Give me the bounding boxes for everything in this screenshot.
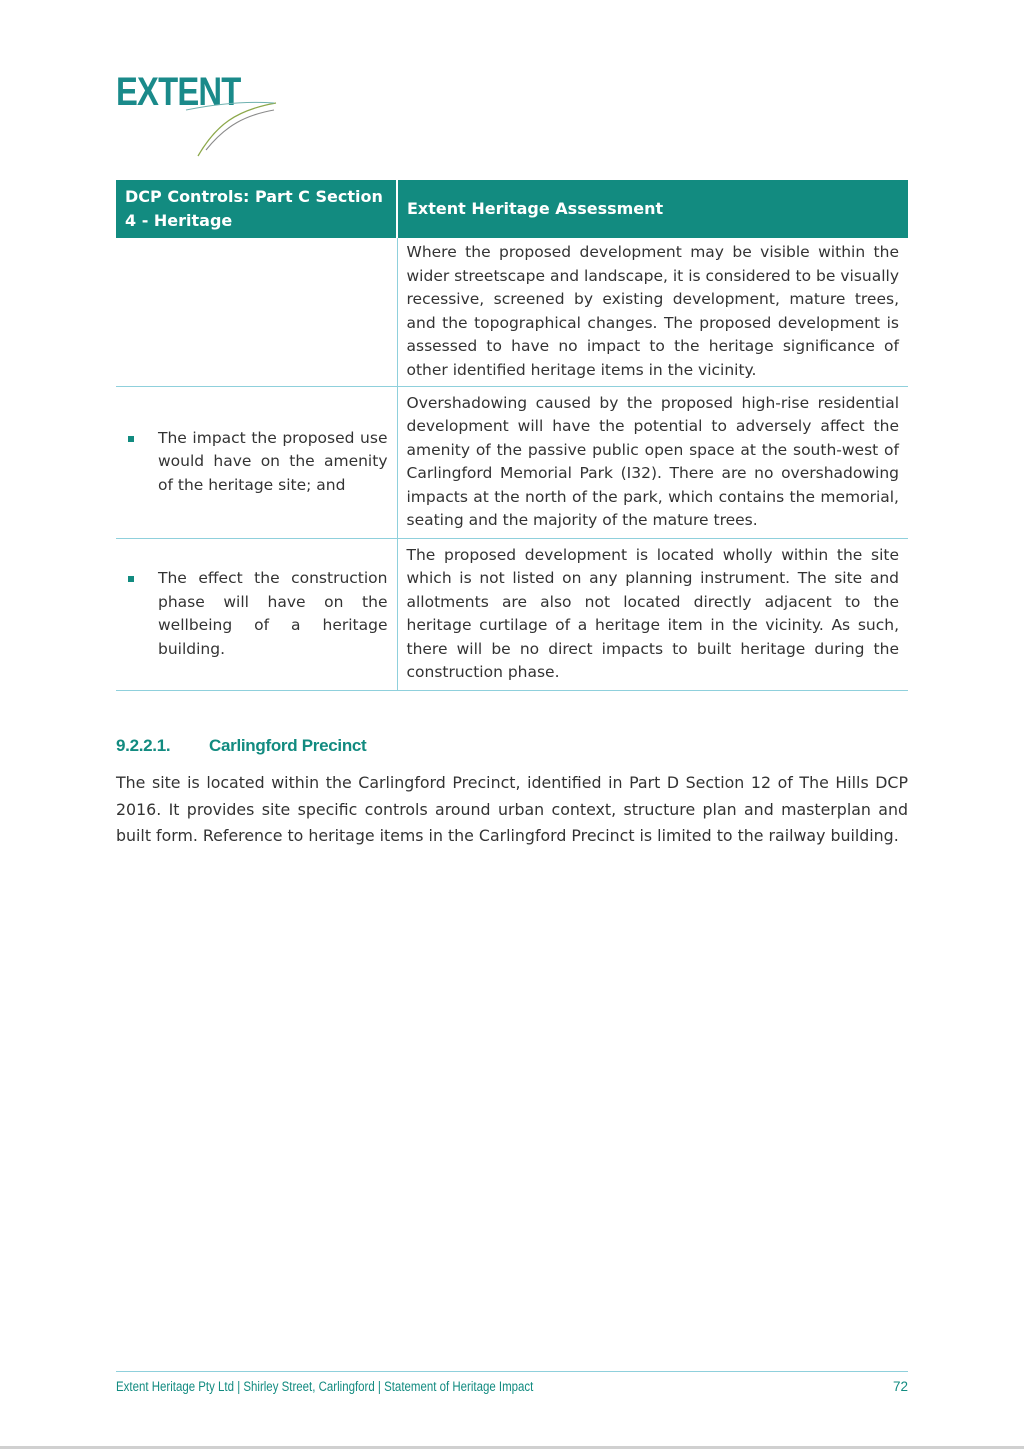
bullet-square-icon xyxy=(128,576,134,582)
control-text: The impact the proposed use would have on the amenity of the heritage site; and xyxy=(158,428,388,494)
table-header-row xyxy=(116,180,908,238)
control-bullet xyxy=(125,567,388,661)
footer-document-info: Extent Heritage Pty Ltd | Shirley Street, Carlingford | Statement of Heritage Impact xyxy=(116,1379,534,1394)
table-row xyxy=(116,538,908,690)
assessment-cell: The proposed development is located wholly within the site which is not listed on any planning instrument. The site and allotments are also not located directly adjacent to the heritage curtilage of a heritage item in the vicinity. As such, there will be no direct impacts to built heritage during the construction phase. xyxy=(397,538,908,690)
section-body-paragraph: The site is located within the Carlingford Precinct, identified in Part D Section 12 of The Hills DCP 2016. It provides site specific controls around urban context, structure plan and masterplan and built form. Reference to heritage items in the Carlingford Precinct is limited to the railway building. xyxy=(116,773,908,845)
assessment-cell: Overshadowing caused by the proposed high-rise residential development will have the potential to adversely affect the amenity of the passive public open space at the south-west of Carlingford Memorial Park (I32). There are no overshadowing impacts at the north of the park, which contains the memorial, seating and the majority of the mature trees. xyxy=(397,386,908,538)
bullet-square-icon xyxy=(128,436,134,442)
dcp-assessment-table xyxy=(116,180,908,691)
table-row xyxy=(116,386,908,538)
table-row xyxy=(116,238,908,386)
control-text: The effect the construction phase will have on the wellbeing of a heritage building. xyxy=(158,569,388,658)
header-dcp-controls: DCP Controls: Part C Section 4 - Heritage xyxy=(116,180,397,238)
control-cell xyxy=(116,238,397,386)
section-number: 9.2.2.1. xyxy=(116,736,171,755)
logo-wordmark: EXTENT xyxy=(116,70,241,114)
header-heritage-assessment: Extent Heritage Assessment xyxy=(397,180,908,238)
extent-logo xyxy=(116,70,281,160)
section-heading xyxy=(116,736,366,756)
page-number: 72 xyxy=(892,1379,908,1394)
footer-divider xyxy=(116,1371,908,1372)
control-cell xyxy=(116,386,397,538)
control-bullet xyxy=(125,427,388,498)
logo-swoosh-icon xyxy=(116,70,281,160)
section-title: Carlingford Precinct xyxy=(209,736,367,755)
assessment-cell: Where the proposed development may be visible within the wider streetscape and landscape, it is considered to be visually recessive, screened by existing development, mature trees, and the topographical changes. The proposed development is assessed to have no impact to the heritage significance of other identified heritage items in the vicinity. xyxy=(397,238,908,386)
control-cell xyxy=(116,538,397,690)
